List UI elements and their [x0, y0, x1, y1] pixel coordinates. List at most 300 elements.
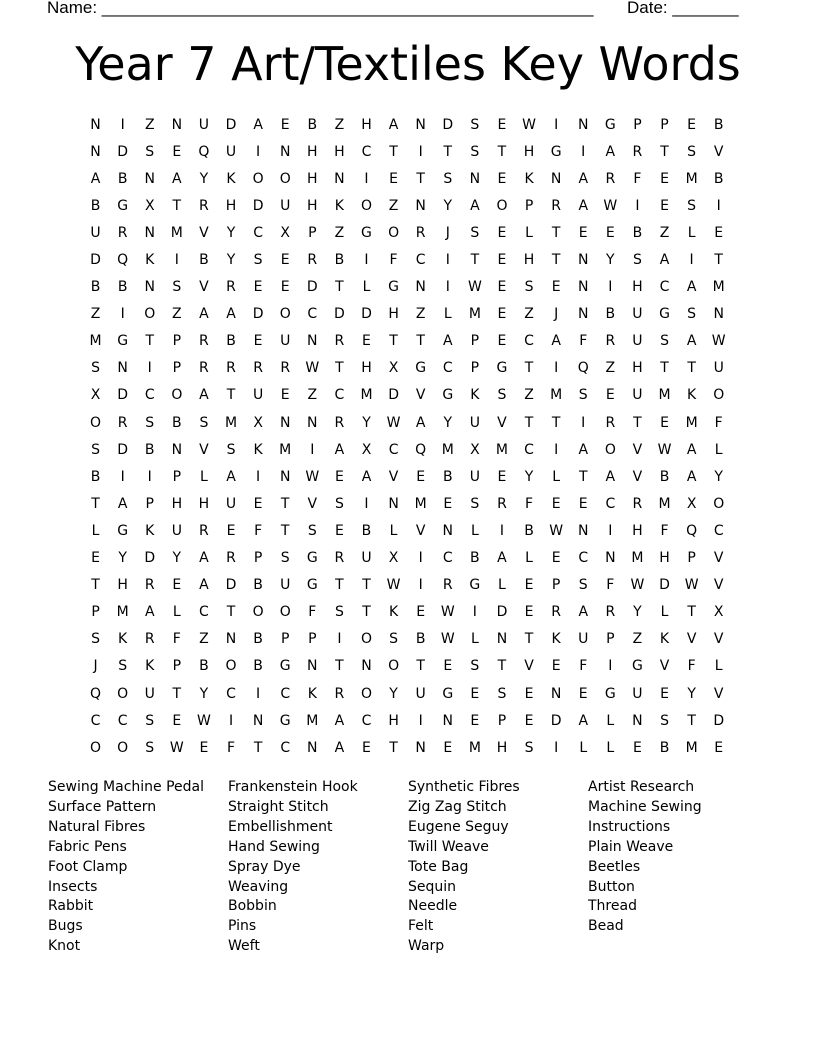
grid-letter: S [470, 495, 480, 512]
grid-letter: D [442, 116, 454, 133]
grid-letter: Z [334, 224, 345, 241]
grid-letter: R [253, 360, 263, 377]
grid-letter: H [361, 116, 372, 133]
grid-letter: Y [118, 550, 127, 567]
grid-letter: Y [633, 604, 642, 621]
grid-letter: E [280, 116, 290, 133]
grid-letter: E [497, 224, 507, 241]
grid-letter: Z [524, 306, 534, 323]
grid-letter: G [631, 658, 643, 675]
grid-letter: I [228, 712, 234, 729]
grid-letter: O [90, 739, 102, 756]
grid-letter: P [470, 360, 480, 377]
grid-letter: A [551, 333, 561, 350]
grid-letter: L [389, 522, 398, 539]
grid-letter: Z [388, 197, 399, 214]
grid-letter: S [687, 143, 697, 160]
grid-letter: M [712, 279, 725, 296]
grid-letter: L [200, 468, 208, 485]
grid-letter: Q [686, 522, 698, 539]
grid-letter: T [389, 739, 398, 756]
grid-letter: N [415, 739, 426, 756]
word-item: Bugs [48, 918, 83, 935]
grid-letter: A [361, 468, 372, 485]
grid-letter: C [361, 712, 372, 729]
grid-letter: O [388, 224, 400, 241]
grid-letter: U [171, 522, 182, 539]
grid-letter: I [608, 658, 613, 675]
grid-letter: O [252, 170, 264, 187]
grid-letter: N [307, 658, 318, 675]
grid-letter: H [632, 522, 643, 539]
grid-letter: P [497, 712, 507, 729]
grid-letter: A [578, 712, 589, 729]
grid-letter: S [172, 279, 182, 296]
grid-letter: L [525, 224, 533, 241]
grid-letter: A [199, 387, 209, 404]
grid-letter: C [659, 279, 670, 296]
grid-letter: S [145, 739, 155, 756]
grid-letter: E [524, 604, 534, 621]
grid-letter: F [714, 414, 723, 431]
grid-letter: L [470, 522, 479, 539]
grid-letter: D [90, 252, 101, 269]
grid-letter: S [253, 252, 263, 269]
grid-letter: C [334, 387, 345, 404]
grid-letter: T [497, 658, 507, 675]
grid-letter: E [443, 495, 453, 512]
grid-letter: E [280, 279, 290, 296]
grid-letter: P [551, 577, 561, 594]
grid-letter: O [144, 306, 156, 323]
grid-letter: Y [606, 252, 615, 269]
grid-letter: B [361, 522, 372, 539]
grid-letter: E [497, 252, 507, 269]
grid-letter: R [605, 170, 616, 187]
grid-letter: U [578, 631, 589, 648]
grid-letter: N [252, 712, 264, 729]
grid-letter: E [714, 224, 724, 241]
grid-letter: H [388, 712, 399, 729]
grid-letter: C [415, 252, 426, 269]
grid-letter: T [551, 414, 561, 431]
grid-letter: M [658, 387, 671, 404]
grid-letter: M [631, 550, 644, 567]
grid-letter: L [91, 522, 100, 539]
grid-letter: Q [90, 685, 102, 702]
grid-letter: U [225, 143, 237, 160]
grid-letter: K [687, 387, 697, 404]
word-item: Zig Zag Stitch [408, 798, 507, 815]
grid-letter: T [416, 333, 425, 350]
grid-letter: I [554, 360, 559, 377]
grid-letter: E [660, 414, 669, 431]
word-column [588, 778, 768, 957]
word-item: Knot [48, 938, 81, 955]
grid-letter: M [89, 333, 102, 350]
grid-letter: V [199, 279, 209, 296]
grid-letter: T [280, 495, 290, 512]
grid-letter: P [172, 333, 182, 350]
grid-letter: T [687, 712, 696, 729]
grid-letter: P [606, 631, 615, 648]
grid-letter: A [199, 577, 209, 594]
grid-letter: E [660, 685, 669, 702]
grid-letter: T [687, 360, 696, 377]
grid-letter: X [144, 197, 155, 214]
word-item: Foot Clamp [48, 858, 128, 875]
grid-letter: E [524, 685, 534, 702]
grid-letter: I [120, 116, 125, 133]
grid-letter: V [632, 468, 643, 485]
grid-letter: D [659, 577, 670, 594]
grid-letter: G [659, 306, 670, 323]
grid-letter: C [605, 495, 616, 512]
grid-letter: N [415, 197, 426, 214]
grid-letter: T [280, 522, 290, 539]
grid-letter: H [361, 360, 372, 377]
grid-letter: Y [443, 414, 453, 431]
grid-letter: D [225, 116, 237, 133]
grid-letter: L [660, 604, 669, 621]
grid-letter: M [550, 387, 563, 404]
grid-letter: M [495, 441, 508, 458]
header [47, 0, 747, 20]
grid-letter: Y [714, 468, 723, 485]
grid-letter: G [306, 577, 318, 594]
grid-letter: V [199, 441, 209, 458]
grid-letter: T [551, 252, 561, 269]
grid-letter: U [632, 306, 643, 323]
grid-letter: W [630, 577, 645, 594]
grid-letter: T [226, 387, 236, 404]
grid-letter: H [307, 197, 318, 214]
grid-letter: O [604, 441, 616, 458]
grid-letter: S [334, 495, 344, 512]
grid-letter: E [362, 333, 371, 350]
grid-letter: N [279, 468, 291, 485]
grid-letter: T [91, 495, 100, 512]
grid-letter: S [524, 739, 534, 756]
grid-letter: X [90, 387, 101, 404]
grid-letter: R [632, 495, 643, 512]
grid-letter: G [604, 685, 616, 702]
grid-letter: G [117, 197, 129, 214]
grid-letter: E [253, 279, 263, 296]
grid-letter: H [307, 143, 318, 160]
grid-letter: S [470, 658, 480, 675]
grid-letter: G [496, 360, 508, 377]
grid-letter: E [551, 495, 561, 512]
date-field[interactable]: Date: _______ [627, 0, 739, 17]
grid-letter: M [279, 441, 292, 458]
grid-letter: N [605, 550, 616, 567]
grid-letter: W [386, 577, 401, 594]
word-item: Plain Weave [588, 838, 674, 855]
grid-letter: M [468, 306, 481, 323]
grid-letter: B [117, 279, 128, 296]
grid-letter: E [172, 712, 182, 729]
grid-letter: X [280, 224, 290, 241]
grid-letter: G [550, 143, 562, 160]
grid-letter: Z [172, 306, 182, 323]
grid-letter: A [334, 739, 345, 756]
grid-letter: E [632, 739, 642, 756]
word-item: Instructions [588, 818, 671, 835]
grid-letter: E [416, 604, 426, 621]
grid-letter: S [199, 414, 209, 431]
grid-letter: O [496, 197, 508, 214]
word-item: Machine Sewing [588, 798, 702, 815]
grid-letter: N [388, 495, 399, 512]
grid-letter: U [280, 333, 291, 350]
grid-letter: F [525, 495, 534, 512]
grid-letter: S [389, 631, 399, 648]
grid-letter: Y [687, 685, 696, 702]
grid-letter: W [440, 631, 455, 648]
grid-letter: B [253, 658, 263, 675]
grid-letter: M [116, 604, 129, 621]
grid-letter: I [418, 577, 423, 594]
grid-letter: A [415, 414, 426, 431]
grid-letter: P [172, 360, 182, 377]
word-item: Rabbit [48, 898, 94, 915]
grid-letter: Y [199, 170, 209, 187]
grid-letter: T [497, 143, 507, 160]
grid-letter: W [440, 604, 455, 621]
word-item: Spray Dye [228, 858, 301, 875]
grid-letter: B [307, 116, 318, 133]
grid-letter: G [469, 577, 481, 594]
grid-letter: C [117, 712, 128, 729]
grid-letter: H [523, 143, 535, 160]
grid-letter: M [441, 441, 454, 458]
grid-letter: R [334, 550, 345, 567]
grid-letter: N [577, 252, 589, 269]
grid-letter: I [445, 279, 450, 296]
grid-letter: Q [577, 360, 589, 377]
word-item: Beetles [588, 858, 641, 875]
grid-letter: O [279, 604, 291, 621]
grid-letter: T [470, 252, 480, 269]
grid-letter: I [256, 468, 261, 485]
grid-letter: X [253, 414, 263, 431]
grid-letter: B [253, 577, 263, 594]
grid-letter: E [362, 739, 371, 756]
grid-letter: W [169, 739, 184, 756]
grid-letter: K [226, 170, 236, 187]
grid-letter: A [117, 495, 128, 512]
grid-letter: Q [415, 441, 427, 458]
grid-letter: I [608, 279, 613, 296]
grid-letter: A [578, 441, 589, 458]
grid-letter: N [117, 360, 128, 377]
word-item: Hand Sewing [228, 838, 320, 855]
grid-letter: N [442, 712, 453, 729]
grid-letter: E [551, 550, 561, 567]
grid-letter: L [525, 550, 533, 567]
grid-letter: D [252, 306, 264, 323]
grid-letter: P [524, 197, 534, 214]
grid-letter: K [145, 658, 155, 675]
grid-letter: N [496, 631, 508, 648]
grid-letter: G [279, 712, 291, 729]
grid-letter: X [388, 360, 399, 377]
grid-letter: H [388, 306, 399, 323]
grid-letter: H [307, 170, 318, 187]
grid-letter: S [687, 197, 697, 214]
grid-letter: H [225, 197, 237, 214]
grid-letter: L [579, 739, 588, 756]
grid-letter: O [388, 658, 400, 675]
grid-letter: B [334, 252, 345, 269]
grid-letter: D [225, 577, 237, 594]
word-item: Bobbin [228, 898, 277, 915]
grid-letter: C [524, 333, 534, 350]
grid-letter: C [144, 387, 155, 404]
grid-letter: A [144, 604, 155, 621]
grid-letter: S [470, 143, 480, 160]
grid-letter: F [254, 522, 263, 539]
grid-letter: M [685, 170, 698, 187]
grid-letter: N [171, 441, 183, 458]
grid-letter: T [578, 468, 588, 485]
grid-letter: I [364, 252, 369, 269]
grid-letter: O [279, 170, 291, 187]
grid-letter: N [307, 414, 318, 431]
grid-letter: R [199, 360, 209, 377]
grid-letter: A [442, 333, 453, 350]
grid-letter: C [90, 712, 101, 729]
grid-letter: V [713, 550, 724, 567]
grid-letter: C [442, 360, 453, 377]
grid-letter: I [554, 739, 559, 756]
grid-letter: E [497, 468, 507, 485]
grid-letter: O [171, 387, 183, 404]
grid-letter: G [117, 522, 129, 539]
grid-letter: H [198, 495, 210, 512]
grid-letter: O [713, 387, 725, 404]
grid-letter: B [226, 333, 236, 350]
grid-letter: T [335, 360, 344, 377]
grid-letter: R [605, 414, 616, 431]
grid-letter: V [686, 631, 697, 648]
grid-letter: E [578, 685, 588, 702]
grid-letter: E [660, 197, 669, 214]
grid-letter: A [686, 279, 697, 296]
grid-letter: L [552, 468, 561, 485]
grid-letter: N [415, 116, 426, 133]
grid-letter: N [90, 143, 101, 160]
grid-letter: N [415, 279, 426, 296]
grid-letter: T [226, 604, 236, 621]
grid-letter: B [199, 252, 209, 269]
grid-letter: A [199, 306, 209, 323]
grid-letter: I [554, 116, 559, 133]
grid-letter: Z [659, 224, 670, 241]
grid-letter: D [713, 712, 725, 729]
word-item: Sewing Machine Pedal [48, 779, 205, 795]
grid-letter: R [334, 333, 345, 350]
grid-letter: Z [632, 631, 643, 648]
grid-letter: M [306, 712, 319, 729]
grid-letter: N [90, 116, 101, 133]
grid-letter: F [579, 333, 588, 350]
grid-letter: E [389, 170, 398, 187]
grid-letter: V [388, 468, 399, 485]
grid-letter: I [581, 143, 586, 160]
grid-letter: B [199, 658, 209, 675]
grid-letter: N [307, 739, 318, 756]
grid-letter: U [415, 685, 426, 702]
word-item: Insects [48, 878, 98, 895]
grid-letter: E [714, 739, 724, 756]
grid-letter: N [577, 522, 589, 539]
grid-letter: N [577, 116, 589, 133]
grid-letter: L [172, 604, 181, 621]
grid-letter: M [468, 739, 481, 756]
grid-letter: U [469, 414, 480, 431]
grid-letter: U [632, 387, 643, 404]
grid-letter: B [253, 631, 263, 648]
grid-letter: F [606, 577, 615, 594]
grid-letter: E [443, 658, 453, 675]
grid-letter: P [145, 495, 154, 512]
grid-letter: V [415, 387, 426, 404]
grid-letter: V [307, 495, 318, 512]
grid-letter: R [442, 577, 453, 594]
grid-letter: I [120, 306, 125, 323]
word-search-grid [82, 111, 732, 761]
grid-letter: N [279, 414, 291, 431]
grid-letter: W [711, 333, 726, 350]
grid-letter: B [713, 170, 724, 187]
grid-letter: C [713, 522, 724, 539]
grid-letter: I [418, 712, 423, 729]
grid-letter: A [334, 441, 345, 458]
grid-letter: I [418, 550, 423, 567]
grid-letter: W [522, 116, 536, 133]
grid-letter: W [386, 414, 401, 431]
grid-letter: R [605, 604, 616, 621]
word-item: Warp [408, 938, 445, 955]
grid-letter: B [442, 468, 453, 485]
grid-letter: U [225, 495, 237, 512]
grid-letter: S [578, 577, 588, 594]
grid-letter: T [687, 604, 696, 621]
grid-letter: B [144, 441, 155, 458]
grid-letter: P [308, 631, 317, 648]
grid-letter: T [524, 360, 534, 377]
grid-letter: G [415, 360, 427, 377]
grid-letter: F [172, 631, 181, 648]
grid-letter: Z [307, 387, 318, 404]
name-field[interactable]: Name: ____________________________________________________ [47, 0, 594, 17]
grid-letter: E [470, 685, 480, 702]
word-item: Pins [228, 918, 257, 935]
grid-letter: Z [605, 360, 616, 377]
word-item: Frankenstein Hook [228, 779, 358, 795]
grid-letter: I [716, 197, 721, 214]
word-column [228, 778, 408, 957]
grid-letter: A [578, 197, 589, 214]
grid-letter: S [145, 712, 155, 729]
grid-letter: N [334, 170, 345, 187]
grid-letter: B [659, 739, 670, 756]
grid-letter: A [686, 468, 697, 485]
grid-letter: O [117, 739, 129, 756]
grid-letter: X [686, 495, 697, 512]
